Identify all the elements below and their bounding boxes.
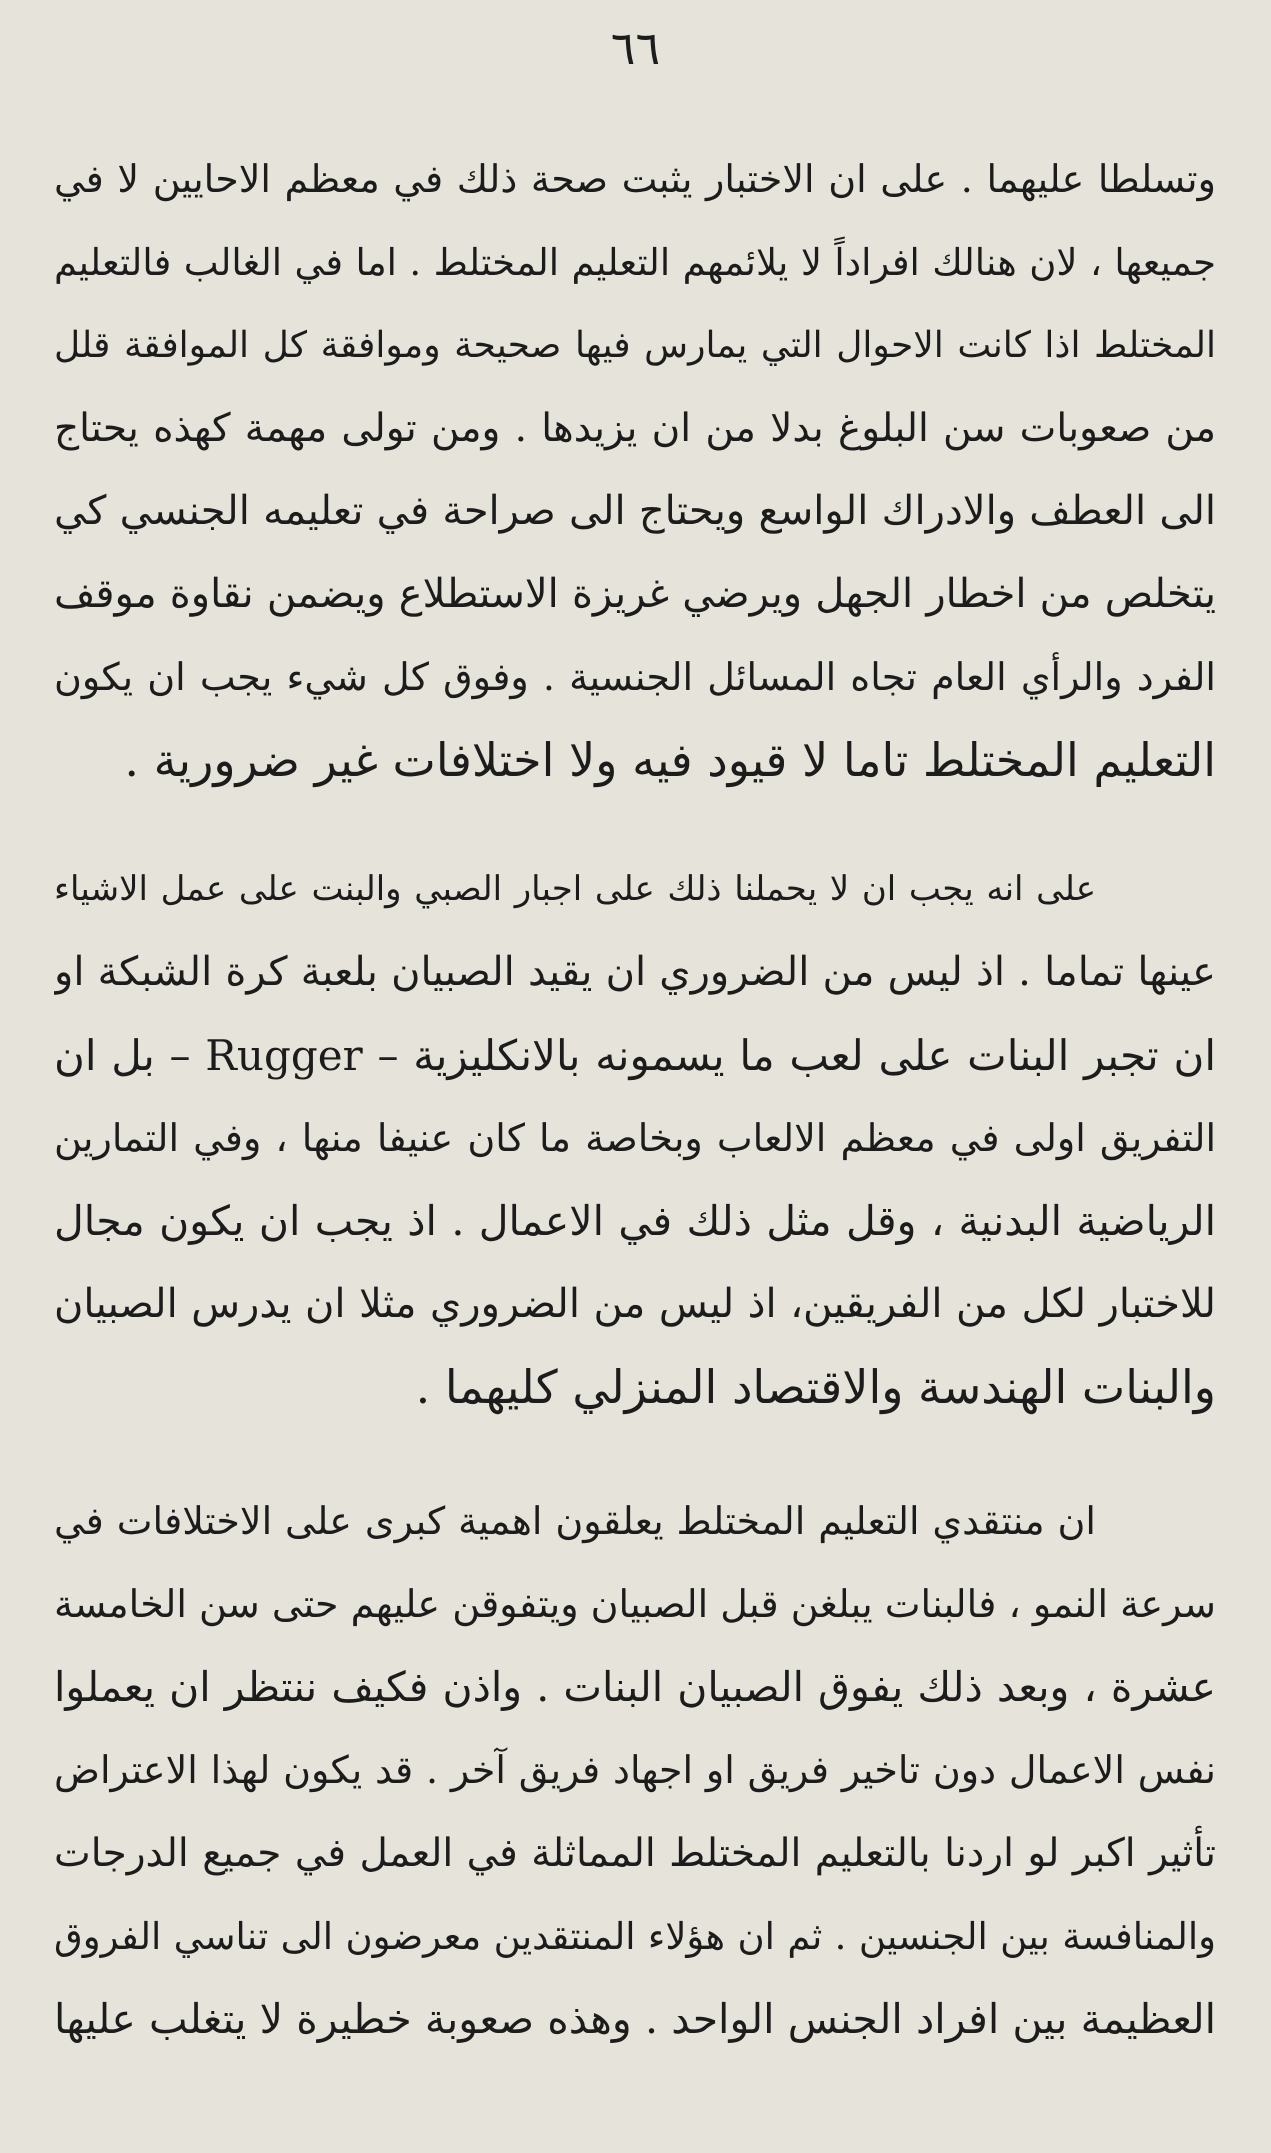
text-line: المختلط اذا كانت الاحوال التي يمارس فيها صحيحة وموافقة كل الموافقة قلل [54,325,1216,366]
text-line: تأثير اكبر لو اردنا بالتعليم المختلط المماثلة في العمل في جميع الدرجات [54,1831,1216,1876]
text-line: والمنافسة بين الجنسين . ثم ان هؤلاء المنتقدين معرضون الى تناسي الفروق [54,1915,1216,1958]
text-line: يتخلص من اخطار الجهل ويرضي غريزة الاستطلاع ويضمن نقاوة موقف [54,571,1216,617]
text-line: للاختبار لكل من الفريقين، اذ ليس من الضروري مثلا ان يدرس الصبيان [54,1281,1216,1327]
text-line: والبنات الهندسة والاقتصاد المنزلي كليهما . [415,1360,1216,1414]
text-line: الفرد والرأي العام تجاه المسائل الجنسية . وفوق كل شيء يجب ان يكون [54,655,1216,699]
text-line: ان تجبر البنات على لعب ما يسمونه بالانكليزية – Rugger – بل ان [54,1031,1216,1080]
text-line: نفس الاعمال دون تاخير فريق او اجهاد فريق آخر . قد يكون لهذا الاعتراض [54,1748,1216,1792]
text-line: من صعوبات سن البلوغ بدلا من ان يزيدها . ومن تولى مهمة كهذه يحتاج [54,406,1216,451]
text-line: عشرة ، وبعد ذلك يفوق الصبيان البنات . واذن فكيف ننتظر ان يعملوا [54,1663,1216,1711]
paragraph-3 [54,1480,1216,2061]
text-line: وتسلطا عليهما . على ان الاختبار يثبت صحة ذلك في معظم الاحايين لا في [54,157,1216,201]
text-line: التعليم المختلط تاما لا قيود فيه ولا اختلافات غير ضرورية . [124,733,1216,787]
text-line: الرياضية البدنية ، وقل مثل ذلك في الاعمال . اذ يجب ان يكون مجال [54,1197,1216,1245]
paragraph-2 [54,848,1216,1429]
text-line: التفريق اولى في معظم الالعاب وبخاصة ما كان عنيفا منها ، وفي التمارين [54,1116,1216,1160]
text-line: سرعة النمو ، فالبنات يبلغن قبل الصبيان ويتفوقن عليهم حتى سن الخامسة [54,1582,1216,1626]
page-number: ٦٦ [610,21,661,75]
text-line: جميعها ، لان هنالك افراداً لا يلائمهم التعليم المختلط . اما في الغالب فالتعليم [54,241,1216,284]
text-line: العظيمة بين افراد الجنس الواحد . وهذه صعوبة خطيرة لا يتغلب عليها [54,1995,1216,2043]
text-line: على انه يجب ان لا يحملنا ذلك على اجبار الصبي والبنت على عمل الاشياء [54,869,1096,909]
text-line: ان منتقدي التعليم المختلط يعلقون اهمية كبرى على الاختلافات في [54,1499,1096,1543]
text-line: عينها تماما . اذ ليس من الضروري ان يقيد الصبيان بلعبة كرة الشبكة او [54,949,1216,995]
text-line: الى العطف والادراك الواسع ويحتاج الى صراحة في تعليمه الجنسي كي [54,488,1216,534]
paragraph-1 [54,138,1216,802]
